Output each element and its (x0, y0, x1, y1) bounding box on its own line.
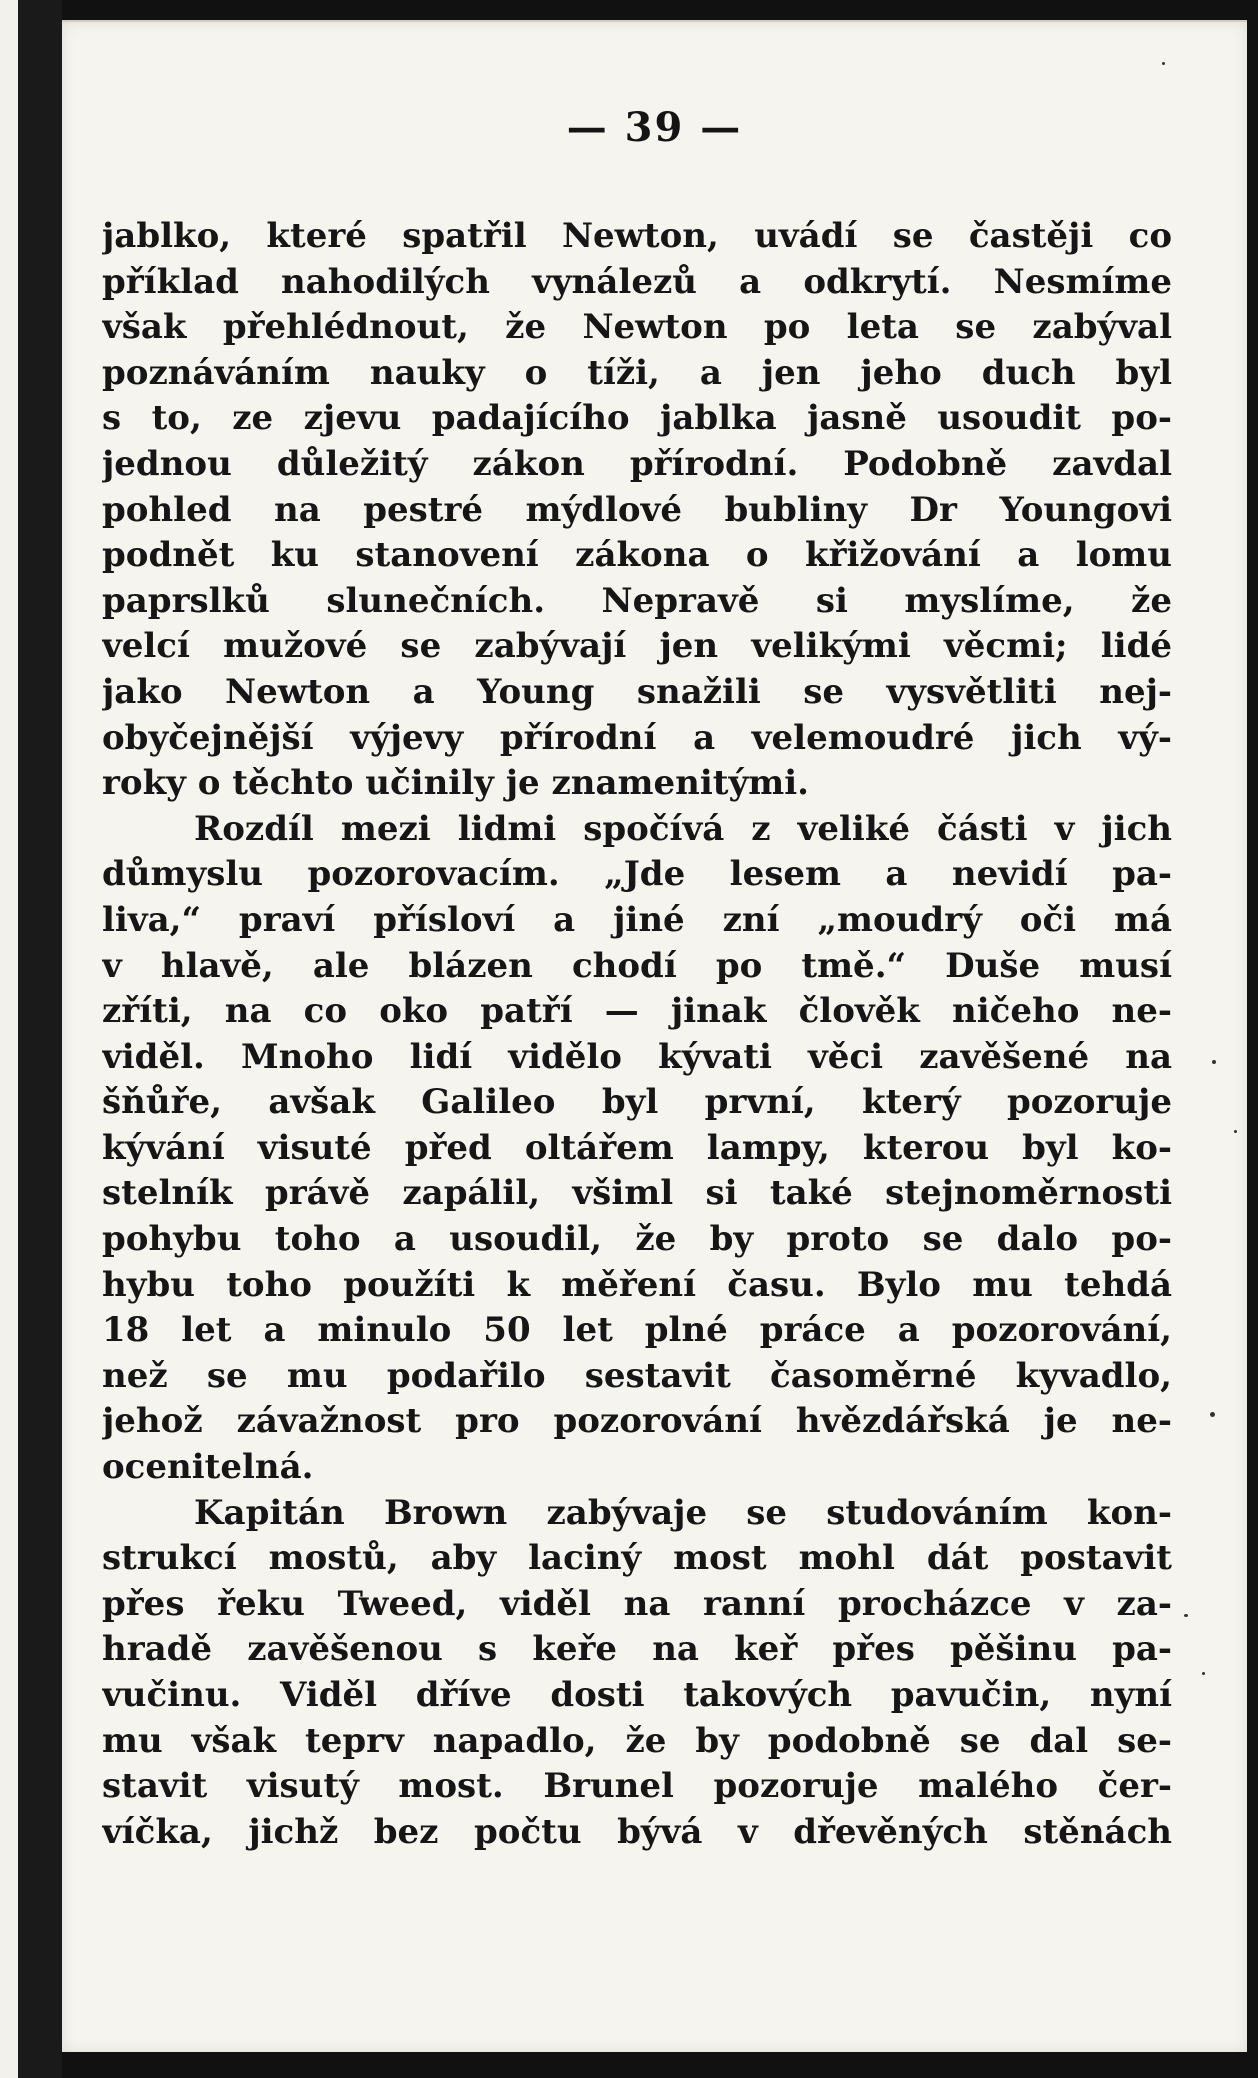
text-line: Kapitán Brown zabývaje se studováním kon- (194, 1492, 1172, 1533)
text-line: jednou důležitý zákon přírodní. Podobně zavdal (102, 443, 1172, 484)
text-line: důmyslu pozorovacím. „Jde lesem a nevidí pa- (102, 854, 1172, 895)
text-line: paprslků slunečních. Nepravě si myslíme, že (102, 580, 1172, 621)
text-line: ocenitelná. (102, 1447, 314, 1488)
text-line: vučinu. Viděl dříve dosti takových pavučin, nyní (102, 1675, 1172, 1715)
page-number: — 39 — (566, 104, 743, 151)
text-line: poznáváním nauky o tíži, a jen jeho duch byl (102, 352, 1172, 393)
adjacent-page-edge (0, 0, 18, 2078)
text-line: pohybu toho a usoudil, že by proto se dalo po- (102, 1219, 1172, 1260)
text-line: podnět ku stanovení zákona o křižování a lomu (102, 535, 1172, 576)
text-line: Rozdíl mezi lidmi spočívá z veliké části v jich (194, 808, 1172, 849)
text-line: s to, ze zjevu padajícího jablka jasně usoudit po- (102, 398, 1172, 439)
text-line: hradě zavěšenou s keře na keř přes pěšinu pa- (102, 1629, 1172, 1670)
text-line: jehož závažnost pro pozorování hvězdářská je ne- (102, 1401, 1172, 1442)
book-page (62, 20, 1247, 2052)
text-line: jablko, které spatřil Newton, uvádí se častěji co (102, 216, 1172, 256)
text-line: než se mu podařilo sestavit časoměrné kyvadlo, (102, 1355, 1172, 1396)
text-line: viděl. Mnoho lidí vidělo kývati věci zavěšené na (102, 1036, 1172, 1077)
text-line: přes řeku Tweed, viděl na ranní procházce v za- (102, 1583, 1172, 1624)
text-line: obyčejnější výjevy přírodní a velemoudré jich vý- (102, 717, 1172, 758)
text-line: víčka, jichž bez počtu bývá v dřevěných stěnách (102, 1811, 1172, 1852)
text-line: liva,“ praví přísloví a jiné zní „moudrý oči má (102, 899, 1172, 940)
text-line: příklad nahodilých vynálezů a odkrytí. Nesmíme (102, 261, 1172, 302)
text-line: strukcí mostů, aby laciný most mohl dát postavit (102, 1538, 1172, 1579)
text-line: stelník právě zapálil, všiml si také stejnoměrnosti (102, 1173, 1172, 1214)
text-line: však přehlédnout, že Newton po leta se zabýval (102, 307, 1172, 348)
text-line: mu však teprv napadlo, že by podobně se dal se- (102, 1720, 1172, 1761)
text-line: šňůře, avšak Galileo byl první, který pozoruje (102, 1082, 1172, 1123)
book-gutter (18, 0, 62, 2078)
text-line: v hlavě, ale blázen chodí po tmě.“ Duše musí (102, 945, 1172, 986)
text-line: roky o těchto učinily je znamenitými. (102, 763, 809, 804)
text-line: stavit visutý most. Brunel pozoruje malého čer- (102, 1766, 1172, 1807)
text-line: 18 let a minulo 50 let plné práce a pozorování, (102, 1310, 1172, 1351)
text-line: velcí mužové se zabývají jen velikými věcmi; lidé (102, 626, 1172, 667)
text-line: kývání visuté před oltářem lampy, kterou byl ko- (102, 1127, 1172, 1168)
text-line: pohled na pestré mýdlové bubliny Dr Youngovi (102, 489, 1172, 530)
body-text (102, 214, 1172, 1855)
text-line: jako Newton a Young snažili se vysvětliti nej- (102, 671, 1172, 712)
text-line: zříti, na co oko patří — jinak člověk ničeho ne- (102, 991, 1172, 1032)
text-line: hybu toho použíti k měření času. Bylo mu tehdá (102, 1264, 1172, 1305)
